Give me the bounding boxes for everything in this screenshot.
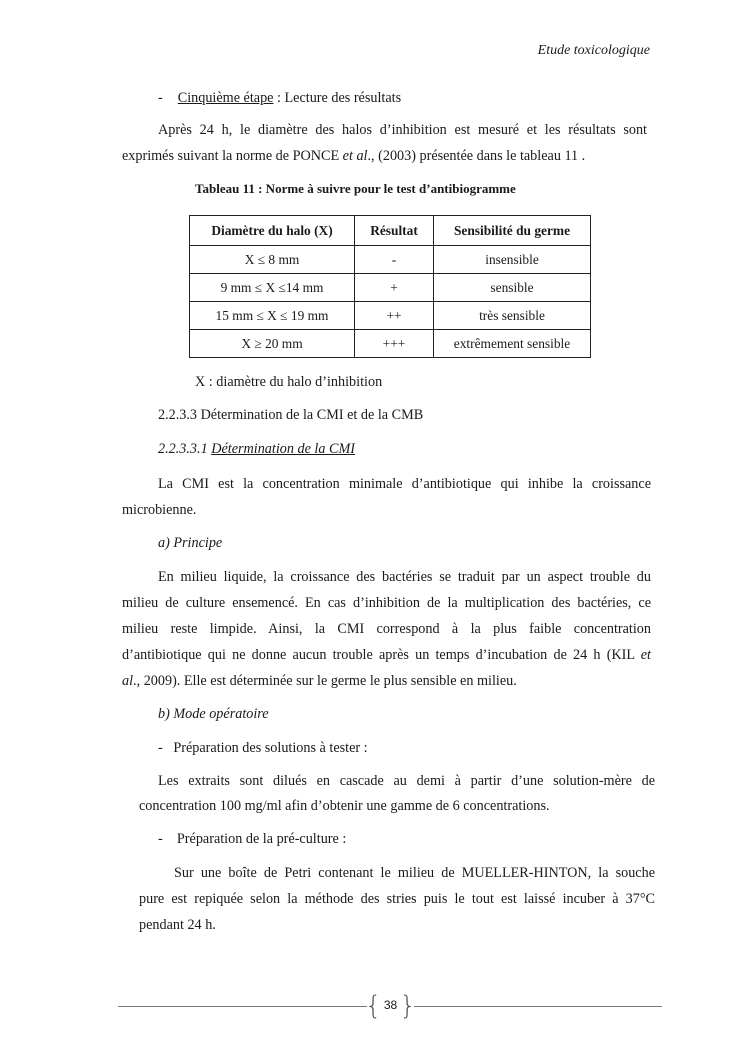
table-header-row: [190, 216, 591, 246]
table-note: X : diamètre du halo d’inhibition: [195, 374, 383, 390]
mode-item2-line3: pendant 24 h.: [139, 917, 216, 933]
cell-diameter: 15 mm ≤ X ≤ 19 mm: [190, 302, 355, 330]
cell-diameter: 9 mm ≤ X ≤14 mm: [190, 274, 355, 302]
step-five-label: Cinquième étape: [177, 90, 274, 106]
table-row: [190, 330, 591, 358]
para1-line2-rest: ., (2003) présentée dans le tableau 11 .: [367, 148, 586, 164]
cell-sensitivity: très sensible: [434, 302, 591, 330]
step-five-line: [158, 90, 401, 107]
table-row: [190, 274, 591, 302]
cell-sensitivity: insensible: [434, 246, 591, 274]
cell-diameter: X ≤ 8 mm: [190, 246, 355, 274]
principe-line2: milieu de culture ensemencé. En cas d’inhibition de la multiplication des bactéries, ce: [122, 595, 651, 611]
cmi-def-line2: microbienne.: [122, 502, 197, 518]
et-al-italic: et al: [342, 148, 368, 164]
cell-result: -: [355, 246, 434, 274]
header-result: Résultat: [355, 216, 434, 246]
page-number-box: [365, 991, 416, 1021]
mode-item2-line2: pure est repiquée selon la méthode des stries puis le tout est laissé incuber à 37°C: [139, 891, 655, 907]
principe-line5-text: ., 2009). Elle est déterminée sur le germe le plus sensible en milieu.: [133, 673, 517, 689]
footer-rule-right: [414, 1006, 662, 1007]
cell-diameter: X ≥ 20 mm: [190, 330, 355, 358]
mode-item1: - Préparation des solutions à tester :: [158, 740, 368, 756]
bullet-dash: -: [158, 90, 163, 106]
cell-result: +++: [355, 330, 434, 358]
antibiogram-norm-table: [189, 215, 591, 358]
mode-title: b) Mode opératoire: [158, 706, 269, 722]
para1-line2: [122, 148, 585, 165]
section-heading-22331: [158, 441, 355, 458]
table-row: [190, 302, 591, 330]
cell-result: ++: [355, 302, 434, 330]
cmi-def-line1: La CMI est la concentration minimale d’antibiotique qui inhibe la croissance: [158, 476, 651, 492]
left-brace-icon: {: [365, 991, 382, 1021]
step-five-rest: : Lecture des résultats: [273, 90, 402, 106]
section-title: Détermination de la CMI: [211, 441, 356, 457]
table-caption: Tableau 11 : Norme à suivre pour le test d’antibiogramme: [195, 181, 516, 196]
principe-line1: En milieu liquide, la croissance des bactéries se traduit par un aspect trouble du: [158, 569, 651, 585]
section-heading-2233: 2.2.3.3 Détermination de la CMI et de la CMB: [158, 407, 424, 423]
principe-title: a) Principe: [158, 535, 223, 551]
mode-item2-line1: Sur une boîte de Petri contenant le milieu de MUELLER-HINTON, la souche: [174, 865, 655, 881]
para1-line2-text: exprimés suivant la norme de PONCE: [122, 148, 343, 164]
principe-line4-text: d’antibiotique qui ne donne aucun trouble après un temps d’incubation de 24 h (KIL: [122, 647, 641, 663]
header-sensitivity: Sensibilité du germe: [434, 216, 591, 246]
mode-item1-line2: concentration 100 mg/ml afin d’obtenir une gamme de 6 concentrations.: [139, 798, 550, 814]
right-brace-icon: }: [399, 991, 416, 1021]
cell-sensitivity: extrêmement sensible: [434, 330, 591, 358]
al-italic: al: [122, 673, 134, 689]
principe-line5: [122, 673, 517, 690]
footer-rule-left: [118, 1006, 367, 1007]
principe-line3: milieu reste limpide. Ainsi, la CMI correspond à la plus faible concentration: [122, 621, 651, 637]
cell-result: +: [355, 274, 434, 302]
page-number: 38: [383, 998, 398, 1012]
para1-line1: Après 24 h, le diamètre des halos d’inhibition est mesuré et les résultats sont: [158, 122, 647, 138]
principe-line4: [122, 647, 651, 664]
cell-sensitivity: sensible: [434, 274, 591, 302]
section-number: 2.2.3.3.1: [158, 441, 212, 457]
mode-item1-line1: Les extraits sont dilués en cascade au demi à partir d’une solution-mère de: [158, 773, 655, 789]
running-header: Etude toxicologique: [537, 43, 650, 58]
et-italic: et: [640, 647, 651, 663]
mode-item2: - Préparation de la pré-culture :: [158, 831, 347, 847]
header-diameter: Diamètre du halo (X): [190, 216, 355, 246]
table-row: [190, 246, 591, 274]
